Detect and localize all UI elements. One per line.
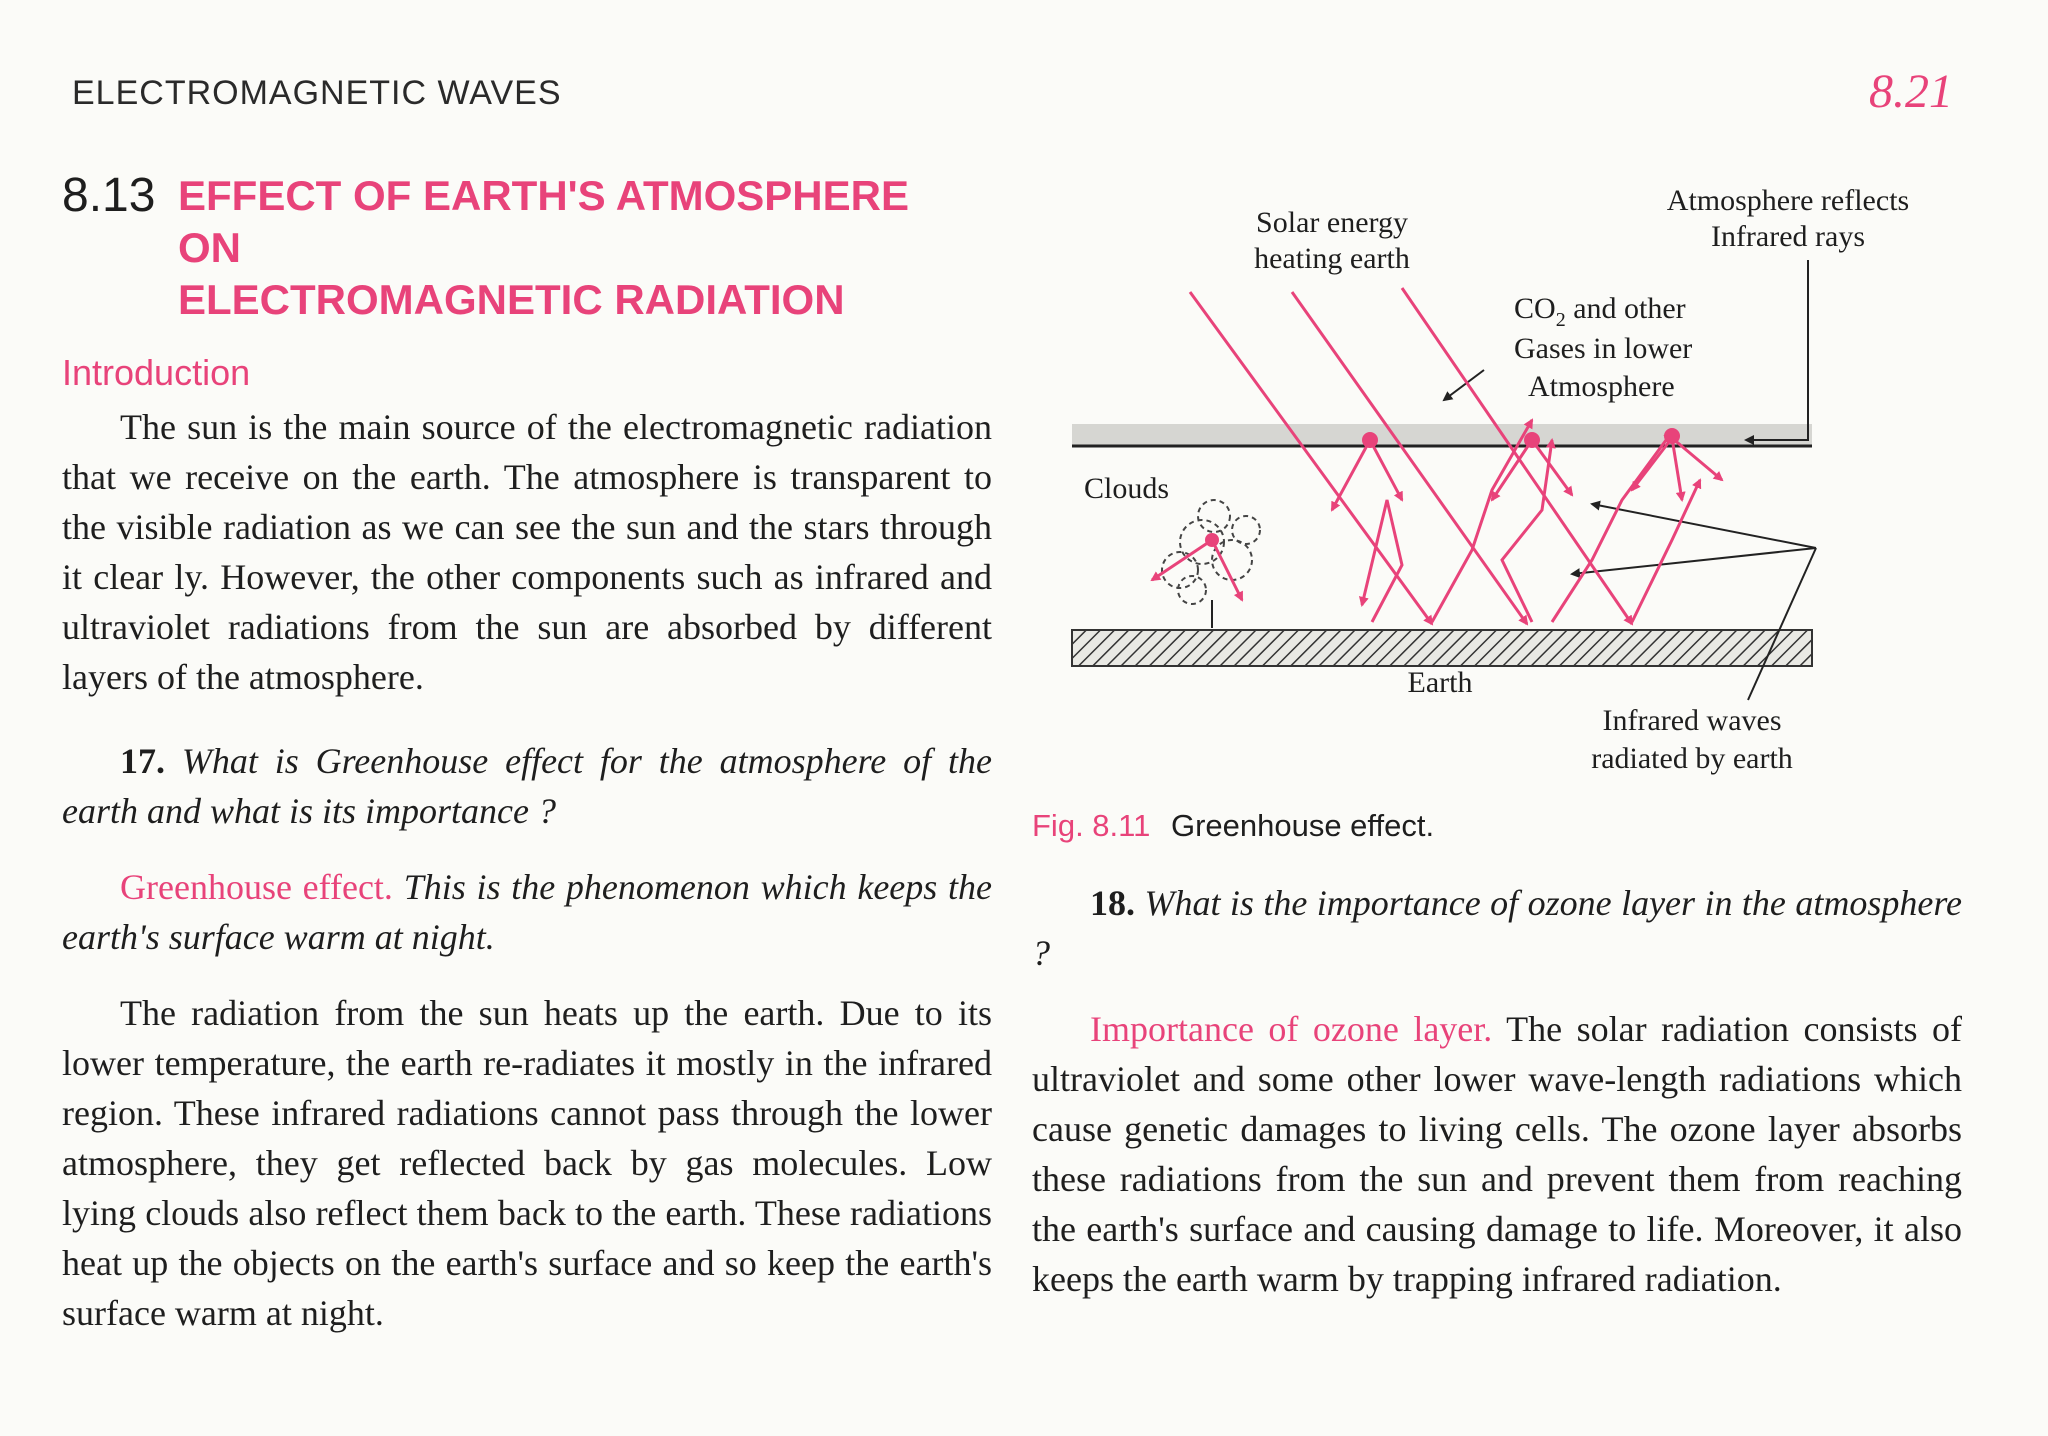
infrared-path-3	[1502, 440, 1552, 622]
page-number: 8.21	[1869, 65, 1953, 118]
gas-molecule-3	[1664, 428, 1680, 444]
section-number: 8.13	[62, 169, 156, 222]
gases-label-line2: Gases in lower	[1514, 332, 1693, 365]
greenhouse-diagram	[1032, 160, 1962, 800]
introduction-heading: Introduction	[62, 352, 251, 393]
question-18-number: 18.	[1090, 883, 1135, 923]
question-17	[62, 736, 992, 836]
ozone-answer-text: The solar radiation consists of ultraviolet and some other lower wave-length radiations which cause genetic damages to living cells. The ozone layer absorbs these radiations from the sun and prevent them from reaching the earth's surface and causing damage to life. Moreover, it also keeps the earth warm by trapping infrared radiation.	[1032, 1009, 1962, 1299]
figure-caption-text: Greenhouse effect.	[1170, 808, 1435, 843]
greenhouse-definition-text: This is the phenomenon which keeps the earth's surface warm at night.	[62, 867, 993, 957]
infrared-pointer-1	[1592, 504, 1816, 548]
question-18	[1032, 878, 1962, 978]
gases-label-line3: Atmosphere	[1528, 370, 1675, 403]
co2-label-suffix: and other	[1565, 292, 1686, 325]
atmosphere-band	[1072, 424, 1812, 446]
infrared-path-5	[1632, 480, 1700, 622]
infrared-path-1	[1362, 500, 1402, 622]
cloud-reflect-2	[1212, 540, 1242, 600]
greenhouse-figure	[1032, 160, 1962, 800]
co2-pointer	[1444, 370, 1484, 400]
section-title-line1: EFFECT OF EARTH'S ATMOSPHERE ON	[178, 172, 910, 271]
clouds-label: Clouds	[1084, 472, 1170, 505]
greenhouse-term: Greenhouse effect.	[120, 867, 393, 907]
reflects-label-line1: Atmosphere reflects	[1666, 184, 1910, 217]
reflected-ray-1	[1332, 440, 1370, 510]
question-17-number: 17.	[120, 741, 165, 781]
co2-label-subscript: 2	[1555, 309, 1566, 331]
question-17-text: What is Greenhouse effect for the atmosphere of the earth and what is its importance ?	[62, 741, 992, 831]
section-heading	[62, 170, 992, 326]
section-title-line2: ELECTROMAGNETIC RADIATION	[178, 276, 845, 323]
greenhouse-explanation: The radiation from the sun heats up the earth. Due to its lower temperature, the earth re-radiates it mostly in the infrared region. These infrared radiations cannot pass through the lower atmosphere, they get reflected back by gas molecules. Low lying clouds also reflect them back to the earth. These radiations heat up the objects on the earth's surface and so keep the earth's surface warm at night.	[62, 993, 992, 1333]
section-title	[178, 170, 958, 326]
co2-label	[1514, 292, 1686, 331]
co2-label-prefix: CO	[1514, 292, 1556, 325]
cloud-reflect-1	[1152, 540, 1212, 580]
cloud-droplet	[1205, 533, 1219, 547]
infrared-label-line2: radiated by earth	[1591, 742, 1793, 775]
earth-label: Earth	[1407, 666, 1473, 699]
solar-ray-2	[1292, 292, 1527, 624]
solar-label-line2: heating earth	[1254, 242, 1410, 275]
reflected-ray-2	[1370, 440, 1402, 500]
figure-caption	[1032, 808, 1962, 844]
figure-caption-label: Fig. 8.11	[1032, 808, 1151, 843]
left-column	[62, 170, 992, 1364]
infrared-pointer-2	[1572, 548, 1816, 574]
ozone-answer	[1032, 1004, 1962, 1304]
reflects-pointer	[1746, 260, 1808, 440]
ozone-term: Importance of ozone layer.	[1090, 1009, 1493, 1049]
question-18-text: What is the importance of ozone layer in the atmosphere ?	[1032, 883, 1962, 973]
cloud-icon	[1162, 500, 1260, 604]
running-title: ELECTROMAGNETIC WAVES	[72, 74, 562, 112]
gas-molecule-1	[1362, 432, 1378, 448]
gas-molecule-2	[1524, 432, 1540, 448]
reflects-label-line2: Infrared rays	[1710, 220, 1866, 253]
greenhouse-definition	[62, 862, 992, 962]
infrared-label-line1: Infrared waves	[1602, 704, 1782, 737]
infrared-pointer-3	[1748, 548, 1816, 700]
right-column	[1032, 160, 1962, 1330]
earth-ground	[1072, 630, 1812, 666]
solar-label-line1: Solar energy	[1256, 206, 1408, 239]
introduction-paragraph: The sun is the main source of the electromagnetic radiation that we receive on the earth. The atmosphere is transparent to the visible radiation as we can see the sun and the stars through it clear ly. However, the other components such as infrared and ultraviolet radiations from the sun are absorbed by different layers of the atmosphere.	[62, 407, 992, 697]
